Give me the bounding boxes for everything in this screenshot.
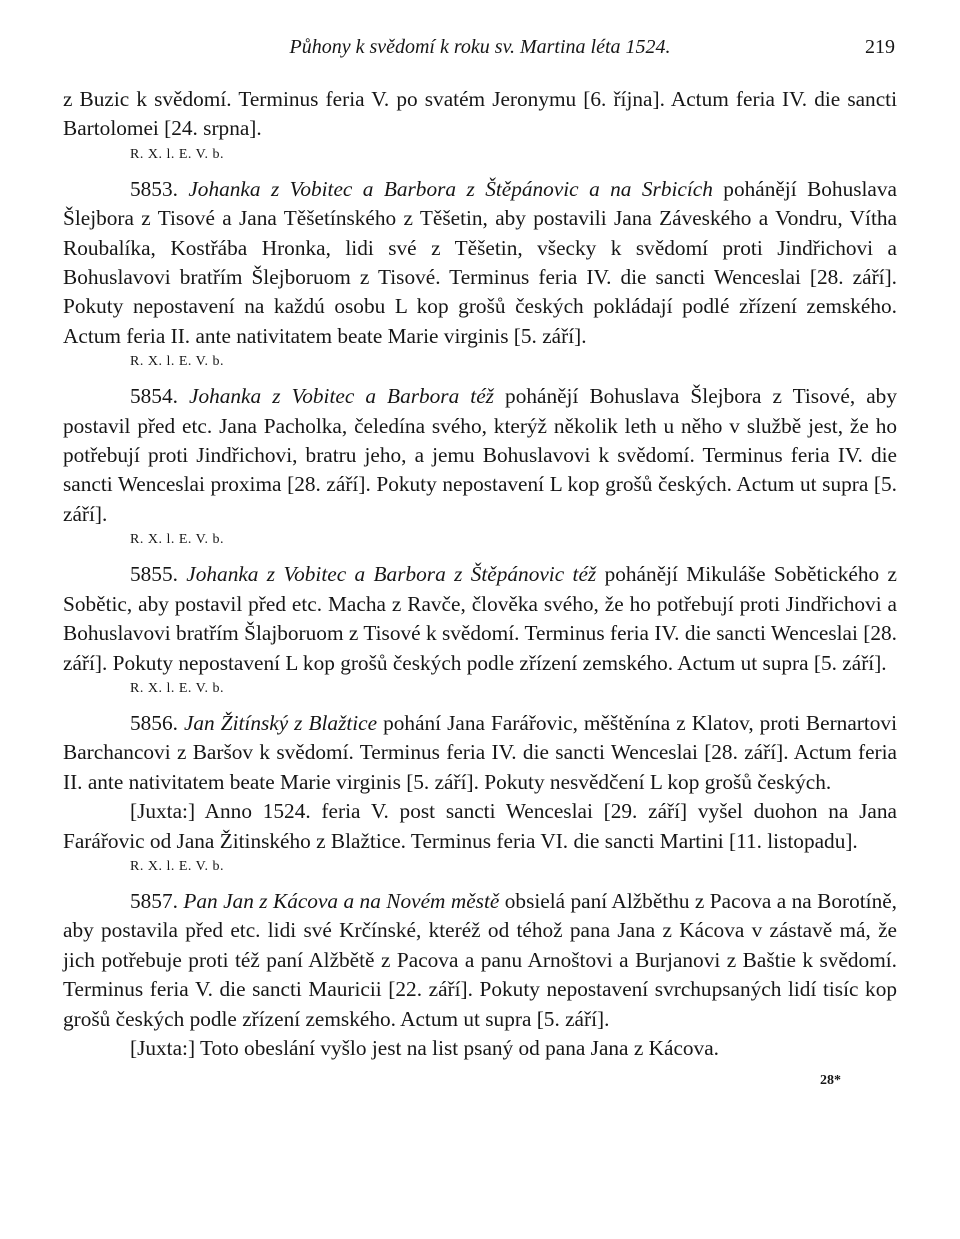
- entry-number: 5855.: [130, 562, 178, 587]
- seal-abbreviation: R. X. l. E. V. b.: [130, 146, 224, 162]
- entry-number: 5857.: [130, 888, 178, 913]
- entry-plaintiff: Johanka z Vobitec a Barbora z Štěpánovic též: [186, 562, 597, 587]
- seal-abbreviation: R. X. l. E. V. b.: [130, 858, 224, 874]
- entry-plaintiff: Johanka z Vobitec a Barbora z Štěpánovic a na Srbicích: [188, 176, 713, 201]
- text-paragraph: [Juxta:] Anno 1524. feria V. post sancti Wenceslai [29. září] vyšel duohon na Jana Farářovic od Jana Žitinského z Blažtice. Terminus feria VI. die sancti Martini [11. listopadu].: [63, 799, 897, 853]
- text-paragraph: z Buzic k svědomí. Terminus feria V. po svatém Jeronymu [6. října]. Actum feria IV. die sancti Bartolomei [24. srpna].: [63, 87, 897, 141]
- entry-text: pohánějí Bohuslava Šlejbora z Tisové a Jana Těšetínského z Těšetin, aby postavili Jana Záveského a Vondru, Vítha Roubalíka, Kostřába Hronka, lidi své z Těšetin, všecky k svědomí proti Jindřichovi a Bohuslavovi bratřím Šlejboruom z Tisové. Terminus feria IV. die sancti Wenceslai [28. září]. Pokuty nepostavení na každú osobu L kop grošů českých pokládají podlé zřízení zemského. Actum feria II. ante nativitatem beate Marie virginis [5. září].: [63, 176, 897, 348]
- page-footer: [63, 1063, 897, 1089]
- entry-text: obsielá paní Alžběthu z Pacova a na Borotíně, aby postavila před etc. lidi své Krčínské, kteréž od téhož pana Jana z Kácova v zástavě má, že jich potřebuje proti též paní Alžbětě z Pacova a panu Arnoštovi a Burjanovi z Baštie k svědomí. Terminus feria V. die sancti Mauricii [22. září]. Pokuty nepostavení svrchupsaných lidí tisíc kop grošů českých podle zřízení zemského. Actum ut supra [5. září].: [63, 888, 897, 1031]
- entry-paragraph: [63, 709, 897, 797]
- entry-text: pohánějí Bohuslava Šlejbora z Tisové, aby postavil před etc. Jana Pacholka, čeledína svého, kterýž několik leth u něho v službě jest, že ho potřebují proti Jindřichovi, bratru jeho, a jemu Bohuslavovi k svědomí. Terminus feria IV. die sancti Wenceslai proxima [28. září]. Pokuty nepostavení L kop grošů českých. Actum ut supra [5. září].: [63, 384, 897, 526]
- page-number: 219: [865, 36, 895, 58]
- entry-paragraph: [63, 382, 897, 529]
- text-paragraph: [Juxta:] Toto obeslání vyšlo jest na list psaný od pana Jana z Kácova.: [130, 1035, 719, 1060]
- entry-text: pohánějí Mikuláše Sobětického z Sobětic, aby postavil před etc. Macha z Ravče, člověka svého, že ho potřebují proti Jindřichovi a Bohuslavovi bratřím Šlajboruom z Tisové k svědomí. Terminus feria IV. die sancti Wenceslai [28. září]. Pokuty nepostavení L kop grošů českých podle zřízení zemského. Actum ut supra [5. září].: [63, 562, 898, 675]
- seal-abbreviation: R. X. l. E. V. b.: [130, 354, 224, 370]
- entry-paragraph: [63, 887, 897, 1034]
- document-page: [63, 36, 897, 1089]
- running-title: Půhony k svědomí k roku sv. Martina léta 1524.: [289, 36, 671, 58]
- entry-paragraph: [63, 560, 897, 678]
- signature-mark: 28*: [820, 1073, 841, 1089]
- entry-plaintiff: Jan Žitínský z Blažtice: [183, 710, 378, 735]
- entry-number: 5853.: [130, 176, 178, 201]
- page-header: [63, 36, 897, 58]
- entry-number: 5856.: [130, 710, 178, 735]
- entry-paragraph: [63, 175, 897, 351]
- seal-abbreviation: R. X. l. E. V. b.: [130, 680, 224, 696]
- entry-text: pohání Jana Farářovic, měštěnína z Klatov, proti Bernartovi Barchancovi z Baršov k svědomí. Terminus feria IV. die sancti Wenceslai [28. září]. Actum feria II. ante nativitatem beate Marie virginis [5. září]. Pokuty nesvědčení L kop grošů českých.: [63, 710, 897, 794]
- entry-plaintiff: Johanka z Vobitec a Barbora též: [189, 384, 494, 409]
- document-body: [63, 85, 897, 1063]
- entry-number: 5854.: [130, 384, 178, 409]
- seal-abbreviation: R. X. l. E. V. b.: [130, 532, 224, 548]
- entry-plaintiff: Pan Jan z Kácova a na Novém městě: [183, 888, 500, 913]
